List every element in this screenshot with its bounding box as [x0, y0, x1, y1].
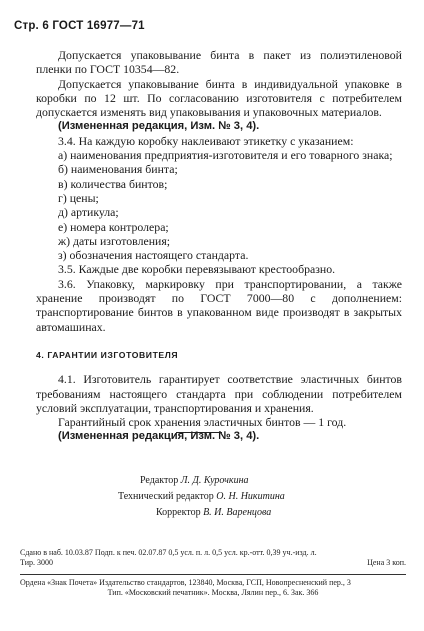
label-list-item: ж) даты изготовления;	[58, 233, 171, 248]
page-header	[14, 20, 145, 32]
section-title: 4. ГАРАНТИИ ИЗГОТОВИТЕЛЯ	[36, 349, 179, 360]
label-list-item: з) обозначения настоящего стандарта.	[58, 248, 249, 263]
separator-rule	[176, 432, 222, 433]
paragraph-3-4: 3.4. На каждую коробку наклеивают этикетку с указанием:	[58, 133, 354, 148]
paragraph-warranty-term: Гарантийный срок хранения эластичных бинтов — 1 год.	[58, 415, 347, 430]
editor-name: Л. Д. Курочкина	[180, 475, 249, 486]
document-body	[36, 48, 402, 444]
label-list-item: а) наименования предприятия-изготовителя и его товарного знака;	[58, 148, 393, 163]
corrector-role: Корректор	[156, 507, 201, 518]
label-list-item: д) артикула;	[58, 205, 119, 220]
tech-editor-role: Технический редактор	[118, 491, 214, 502]
paragraph-3-6: 3.6. Упаковку, маркировку при транспортировании, а также хранение производят по ГОСТ 7000—80 с дополнением: транспортирование бинтов в упакованном виде производят в закрытых автомашинах.	[36, 276, 402, 334]
publisher-block	[20, 578, 406, 598]
revision-note: (Измененная редакция, Изм. № 3, 4).	[58, 430, 260, 443]
label-list-item: г) цены;	[58, 190, 99, 205]
label-list-item: в) количества бинтов;	[58, 176, 168, 191]
tech-editor-name: О. Н. Никитина	[216, 491, 285, 502]
editor-role: Редактор	[140, 475, 179, 486]
paragraph-packaging-film: Допускается упаковывание бинта в пакет из полиэтиленовой пленки по ГОСТ 10354—82.	[36, 48, 402, 77]
page-number: Стр. 6	[14, 20, 49, 32]
standard-code: ГОСТ 16977—71	[52, 20, 145, 32]
print-run: Тир. 3000	[20, 557, 53, 567]
paragraph-packaging-boxes: Допускается упаковывание бинта в индивидуальной упаковке в коробки по 12 шт. По согласованию изготовителя с потребителем допускается изменять вид упаковывания и упаковочных материалов.	[36, 76, 402, 120]
price: Цена 3 коп.	[367, 557, 406, 567]
paragraph-4-1: 4.1. Изготовитель гарантирует соответствие эластичных бинтов требованиям настоящего стандарта при соблюдении потребителем условий эксплуатации, транспортирования и хранения.	[36, 372, 402, 415]
label-list-item: б) наименования бинта;	[58, 162, 178, 177]
printer-line: Тип. «Московский печатник». Москва, Лялин пер., 6. Зак. 366	[107, 588, 319, 597]
imprint-line: Сдано в наб. 10.03.87 Подп. к печ. 02.07.87 0,5 усл. п. л. 0,5 усл. кр.-отт. 0,39 уч.-изд. л.	[20, 548, 317, 557]
label-list-item: е) номера контролера;	[58, 219, 169, 234]
publisher-line: Ордена «Знак Почета» Издательство стандартов, 123840, Москва, ГСП, Новопресненский пер., 3	[20, 578, 351, 587]
paragraph-3-5: 3.5. Каждые две коробки перевязывают крестообразно.	[58, 262, 336, 277]
publisher-rule	[20, 574, 406, 575]
editors-block	[118, 473, 285, 521]
revision-note: (Измененная редакция, Изм. № 3, 4).	[58, 120, 260, 133]
corrector-name: В. И. Варенцова	[203, 507, 272, 518]
imprint-block	[20, 548, 406, 567]
